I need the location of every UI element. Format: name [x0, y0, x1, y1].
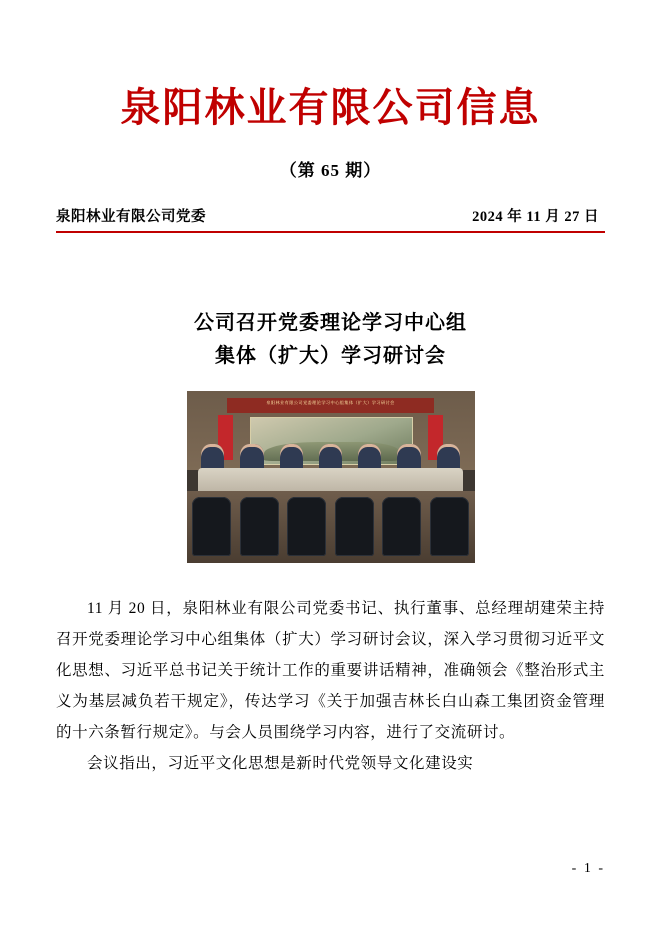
publisher-label: 泉阳林业有限公司党委 — [56, 209, 206, 225]
meeting-photo — [187, 391, 475, 563]
publish-date: 2024 年 11 月 27 日 — [472, 209, 599, 225]
article-title-line-2: 集体（扩大）学习研讨会 — [215, 345, 446, 367]
masthead-title: 泉阳林业有限公司信息 — [120, 84, 541, 131]
photo-banner-text: 泉阳林业有限公司党委理论学习中心组集体（扩大）学习研讨会 — [227, 398, 434, 413]
photo-chair — [240, 497, 279, 556]
article-title — [56, 307, 605, 373]
photo-chairs — [192, 487, 468, 556]
masthead-meta-row — [56, 205, 605, 233]
photo-chair — [192, 497, 231, 556]
article-paragraph: 11 月 20 日，泉阳林业有限公司党委书记、执行董事、总经理胡建荣主持召开党委理论学习中心组集体（扩大）学习研讨会议，深入学习贯彻习近平文化思想、习近平总书记关于统计工作的重要讲话精神，准确领会《整治形式主义为基层减负若干规定》，传达学习《关于加强吉林长白山森工集团资金管理的十六条暂行规定》。与会人员围绕学习内容，进行了交流研讨。 — [56, 600, 605, 741]
photo-chair — [287, 497, 326, 556]
photo-chair — [382, 497, 421, 556]
article-body — [56, 593, 605, 779]
article-photo-container — [56, 391, 605, 563]
photo-chair — [335, 497, 374, 556]
article-title-line-1: 公司召开党委理论学习中心组 — [194, 312, 467, 334]
article-paragraph: 会议指出，习近平文化思想是新时代党领导文化建设实 — [87, 755, 474, 772]
photo-chair — [430, 497, 469, 556]
issue-label: （第 65 期） — [279, 161, 382, 180]
page-number: - 1 - — [571, 861, 605, 876]
